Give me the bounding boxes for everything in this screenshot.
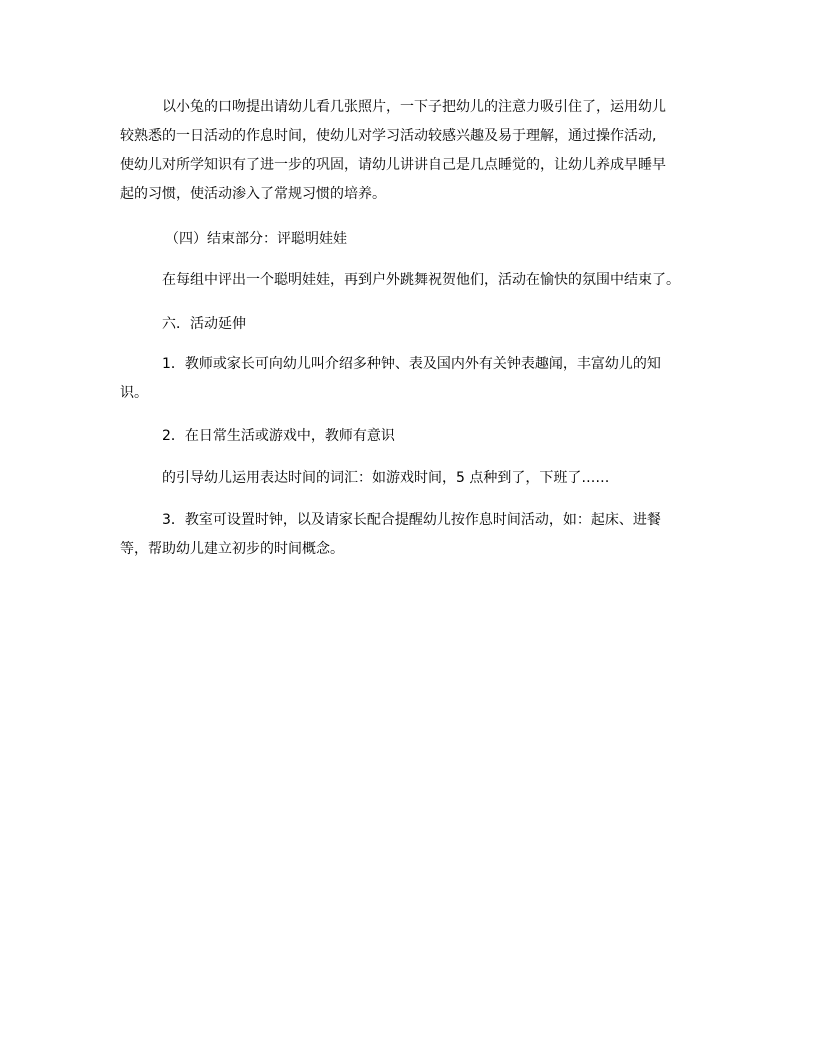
heading-text: （四）结束部分：评聪明娃娃 (165, 231, 347, 247)
list-item-2 (120, 422, 700, 451)
text-line: 3．教室可设置时钟，以及请家长配合提醒幼儿按作息时间活动，如：起床、进餐 (162, 512, 661, 528)
text-line: 以小兔的口吻提出请幼儿看几张照片，一下子把幼儿的注意力吸引住了，运用幼儿 (162, 99, 666, 115)
text-line: 在每组中评出一个聪明娃娃，再到户外跳舞祝贺他们，活动在愉快的氛围中结束了。 (162, 272, 680, 288)
text-line: 较熟悉的一日活动的作息时间，使幼儿对学习活动较感兴趣及易于理解，通过操作活动, (120, 128, 657, 144)
list-item-2-continued (120, 464, 700, 493)
paragraph-conclusion (120, 266, 700, 295)
paragraph-intro-analysis (120, 93, 700, 209)
text-line: 起的习惯，使活动渗入了常规习惯的培养。 (120, 186, 386, 202)
text-line: 使幼儿对所学知识有了进一步的巩固，请幼儿讲讲自己是几点睡觉的，让幼儿养成早睡早 (120, 157, 666, 173)
text-line: 的引导幼儿运用表达时间的词汇：如游戏时间，5 点种到了，下班了…… (162, 470, 610, 486)
text-line: 识。 (120, 385, 148, 401)
section-heading-extension (120, 310, 700, 339)
text-line: 等，帮助幼儿建立初步的时间概念。 (120, 541, 344, 557)
heading-text: 六．活动延伸 (162, 316, 246, 332)
section-heading-conclusion (120, 225, 700, 254)
list-item-1 (120, 350, 700, 408)
text-line: 1．教师或家长可向幼儿叫介绍多种钟、表及国内外有关钟表趣闻，丰富幼儿的知 (162, 356, 661, 372)
text-line: 2．在日常生活或游戏中，教师有意识 (162, 428, 395, 444)
list-item-3 (120, 506, 700, 564)
